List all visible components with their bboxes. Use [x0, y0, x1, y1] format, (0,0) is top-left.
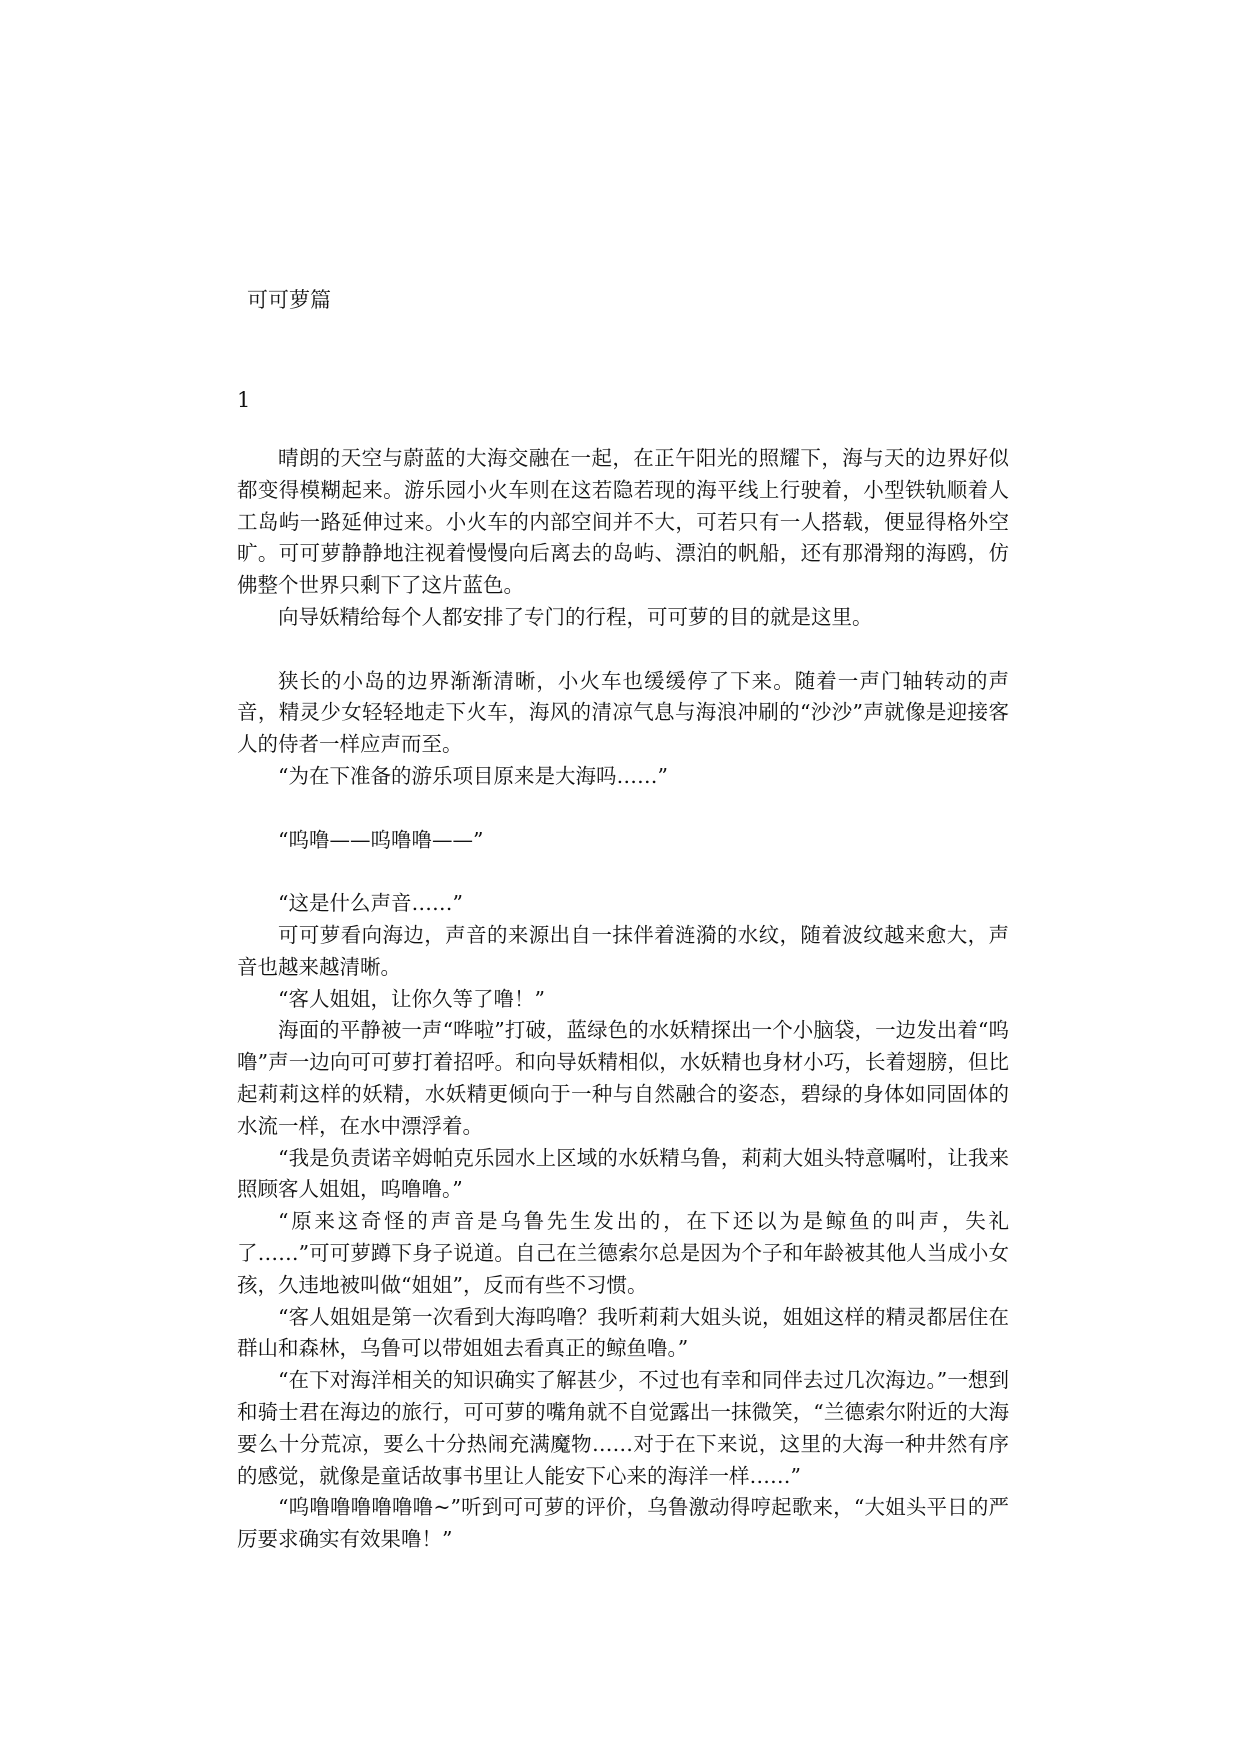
paragraph: “呜噜噜噜噜噜噜~”听到可可萝的评价，乌鲁激动得哼起歌来，“大姐头平日的严厉要求确实有效果噜！”: [237, 1495, 1009, 1552]
paragraph: “我是负责诺辛姆帕克乐园水上区域的水妖精乌鲁，莉莉大姐头特意嘱咐，让我来照顾客人姐姐，呜噜噜。”: [237, 1145, 1009, 1202]
paragraph: “这是什么声音……”: [278, 891, 463, 916]
paragraph: “呜噜——呜噜噜——”: [278, 827, 484, 852]
paragraph: 向导妖精给每个人都安排了专门的行程，可可萝的目的就是这里。: [278, 604, 873, 629]
chapter-title: 可可萝篇: [247, 288, 331, 312]
paragraph: “为在下准备的游乐项目原来是大海吗……”: [278, 763, 668, 788]
section-number: 1: [237, 388, 251, 412]
paragraph: “客人姐姐，让你久等了噜！”: [278, 986, 545, 1011]
body-text: [237, 443, 1009, 1556]
paragraph: 可可萝看向海边，声音的来源出自一抹伴着涟漪的水纹，随着波纹越来愈大，声音也越来越清晰。: [237, 922, 1009, 979]
paragraph: “原来这奇怪的声音是乌鲁先生发出的，在下还以为是鲸鱼的叫声，失礼了……”可可萝蹲下身子说道。自己在兰德索尔总是因为个子和年龄被其他人当成小女孩，久违地被叫做“姐姐”，反而有些不习惯。: [237, 1209, 1009, 1297]
paragraph: “在下对海洋相关的知识确实了解甚少，不过也有幸和同伴去过几次海边。”一想到和骑士君在海边的旅行，可可萝的嘴角就不自觉露出一抹微笑，“兰德索尔附近的大海要么十分荒凉，要么十分热闹充满魔物……对于在下来说，这里的大海一种井然有序的感觉，就像是童话故事书里让人能安下心来的海洋一样……”: [237, 1368, 1009, 1488]
paragraph: 海面的平静被一声“哗啦”打破，蓝绿色的水妖精探出一个小脑袋，一边发出着“呜噜”声一边向可可萝打着招呼。和向导妖精相似，水妖精也身材小巧，长着翅膀，但比起莉莉这样的妖精，水妖精更倾向于一种与自然融合的姿态，碧绿的身体如同固体的水流一样，在水中漂浮着。: [237, 1018, 1009, 1138]
paragraph: “客人姐姐是第一次看到大海呜噜？我听莉莉大姐头说，姐姐这样的精灵都居住在群山和森林，乌鲁可以带姐姐去看真正的鲸鱼噜。”: [237, 1304, 1009, 1361]
paragraph: 狭长的小岛的边界渐渐清晰，小火车也缓缓停了下来。随着一声门轴转动的声音，精灵少女轻轻地走下火车，海风的清凉气息与海浪冲刷的“沙沙”声就像是迎接客人的侍者一样应声而至。: [237, 668, 1009, 757]
paragraph: 晴朗的天空与蔚蓝的大海交融在一起，在正午阳光的照耀下，海与天的边界好似都变得模糊起来。游乐园小火车则在这若隐若现的海平线上行驶着，小型铁轨顺着人工岛屿一路延伸过来。小火车的内部空间并不大，可若只有一人搭载，便显得格外空旷。可可萝静静地注视着慢慢向后离去的岛屿、漂泊的帆船，还有那滑翔的海鸥，仿佛整个世界只剩下了这片蓝色。: [237, 446, 1009, 598]
